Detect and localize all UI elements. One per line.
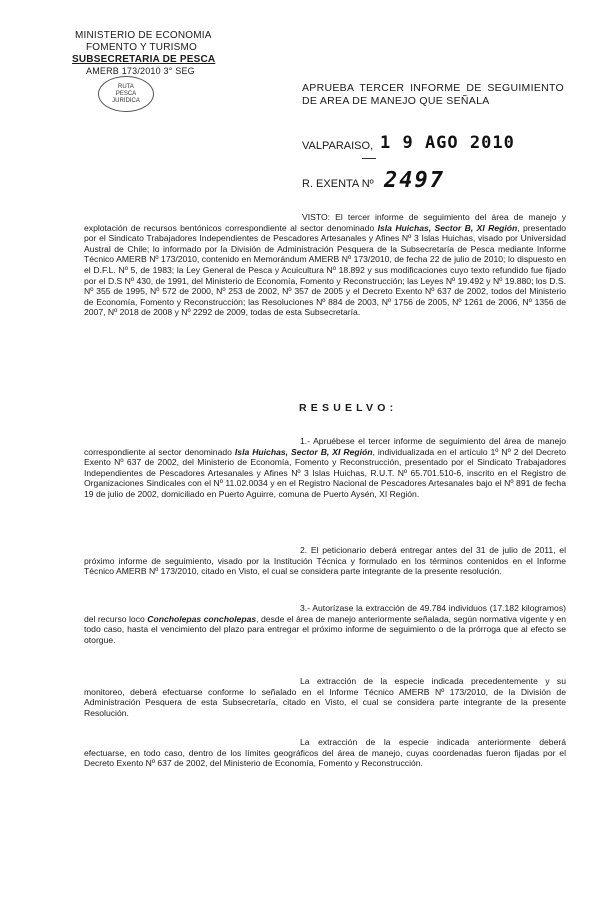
- item-1-sector-name: Isla Huichas, Sector B, XI Región: [234, 446, 373, 457]
- amerb-reference: AMERB 173/2010 3° SEG: [86, 66, 195, 76]
- visto-sector-name: Isla Huichas, Sector B, XI Región: [377, 222, 518, 233]
- resolution-item-2: 2. El peticionario deberá entregar antes del 31 de julio de 2011, el próximo informe de seguimiento, visado por la Institución Técnica y formulado en los términos contenidos en el Informe Técnico AMERB Nº 173/2010, citado en Visto, el cual se considera parte integrante de la presente resolución.: [84, 545, 566, 577]
- divider: [362, 158, 376, 159]
- document-subject: APRUEBA TERCER INFORME DE SEGUIMIENTO DE AREA DE MANEJO QUE SEÑALA: [302, 82, 564, 107]
- official-stamp: [98, 76, 154, 112]
- visto-text: VISTO: El tercer informe de seguimiento del área de manejo y explotación de recursos bentónicos correspondiente al sector denominado: [84, 212, 566, 233]
- ministry-name: MINISTERIO DE ECONOMIA: [75, 30, 212, 41]
- stamp-text: PESCA: [115, 90, 137, 97]
- item-1-text: , individualizada en el artículo 1º Nº 2 del Decreto Exento Nº 637 de 2002, del Ministerio de Economía, Fomento y Reconstrucción, presentado por el Sindicato Trabajadores Independientes de Pescadores Artesanales y Afines Nº 3 Islas Huichas, R.U.T. Nº 65.701.510-6, inscrito en el Registro de Organizaciones Sindicales con el Nº 11.02.0034 y en el Registro Nacional de Pescadores Artesanales bajo el Nº 891 de fecha 19 de julio de 2002, domiciliado en Puerto Aguirre, comuna de Puerto Aysén, XI Región.: [84, 446, 566, 499]
- resuelvo-heading: RESUELVO:: [299, 402, 398, 414]
- resolution-paragraph-5: La extracción de la especie indicada anteriormente deberá efectuarse, en todo caso, dentro de los límites geográficos del área de manejo, cuyas coordenadas fueron fijadas por el Decreto Exento Nº 637 de 2002, del Ministerio de Economía, Fomento y Reconstrucción.: [84, 737, 566, 769]
- item-3-text: , desde el área de manejo anteriormente señalada, según normativa vigente y en todo caso, hasta el vencimiento del plazo para entregar el próximo informe de seguimiento o de la prórroga que al efecto se otorgue.: [84, 613, 566, 645]
- stamp-text: RUTA: [118, 83, 134, 90]
- resolution-item-3: [84, 603, 566, 645]
- place-label: VALPARAISO,: [302, 140, 374, 152]
- resolution-number: 2497: [384, 168, 445, 193]
- item-1-text: 1.- Apruébese el tercer informe de seguimiento del área de manejo correspondiente al sector denominado: [84, 436, 566, 457]
- visto-text: , presentado por el Sindicato Trabajadores Independientes de Pescadores Artesanales y Afines Nº 3 Islas Huichas, visado por Universidad Austral de Chile; lo informado por la División de Administración Pesquera de la Subsecretaría de Pesca mediante Informe Técnico AMERB Nº 173/2010, contenido en Memorándum AMERB Nº 173/2010, de fecha 22 de julio de 2010; lo dispuesto en el D.F.L. Nº 5, de 1983; la Ley General de Pesca y Acuicultura Nº 18.892 y sus modificaciones cuyo texto refundido fue fijado por el D.S Nº 430, de 1991, del Ministerio de Economía, Fomento y Reconstrucción; las Leyes Nº 19.492 y Nº 19.880; los D.S. Nº 355 de 1995, Nº 572 de 2000, Nº 253 de 2002, Nº 357 de 2005 y el Decreto Exento Nº 637 de 2002, todos del Ministerio de Economía, Fomento y Reconstrucción; las Resoluciones Nº 884 de 2003, Nº 1756 de 2005, Nº 1261 de 2006, Nº 1356 de 2007, Nº 2018 de 2008 y Nº 2292 de 2009, todas de esta Subsecretaría.: [84, 222, 567, 318]
- resolution-paragraph-4: La extracción de la especie indicada precedentemente y su monitoreo, deberá efectuarse conforme lo señalado en el Informe Técnico AMERB Nº 173/2010, de la División de Administración Pesquera de esta Subsecretaría, citado en Visto, el cual se considera parte integrante de la presente Resolución.: [84, 676, 566, 718]
- visto-paragraph: [84, 212, 566, 318]
- resolution-label: R. EXENTA Nº: [302, 178, 374, 190]
- stamp-text: JURIDICA: [112, 97, 140, 104]
- item-3-species-name: Concholepas concholepas: [147, 613, 257, 624]
- handwritten-date: 1 9 AGO 2010: [380, 133, 515, 153]
- item-3-text: 3.- Autorízase la extracción de 49.784 individuos (17.182 kilogramos) del recurso loco: [84, 603, 566, 624]
- ministry-subname: FOMENTO Y TURISMO: [86, 42, 198, 53]
- resolution-item-1: [84, 436, 566, 500]
- subsecretaria-name: SUBSECRETARIA DE PESCA: [72, 54, 216, 65]
